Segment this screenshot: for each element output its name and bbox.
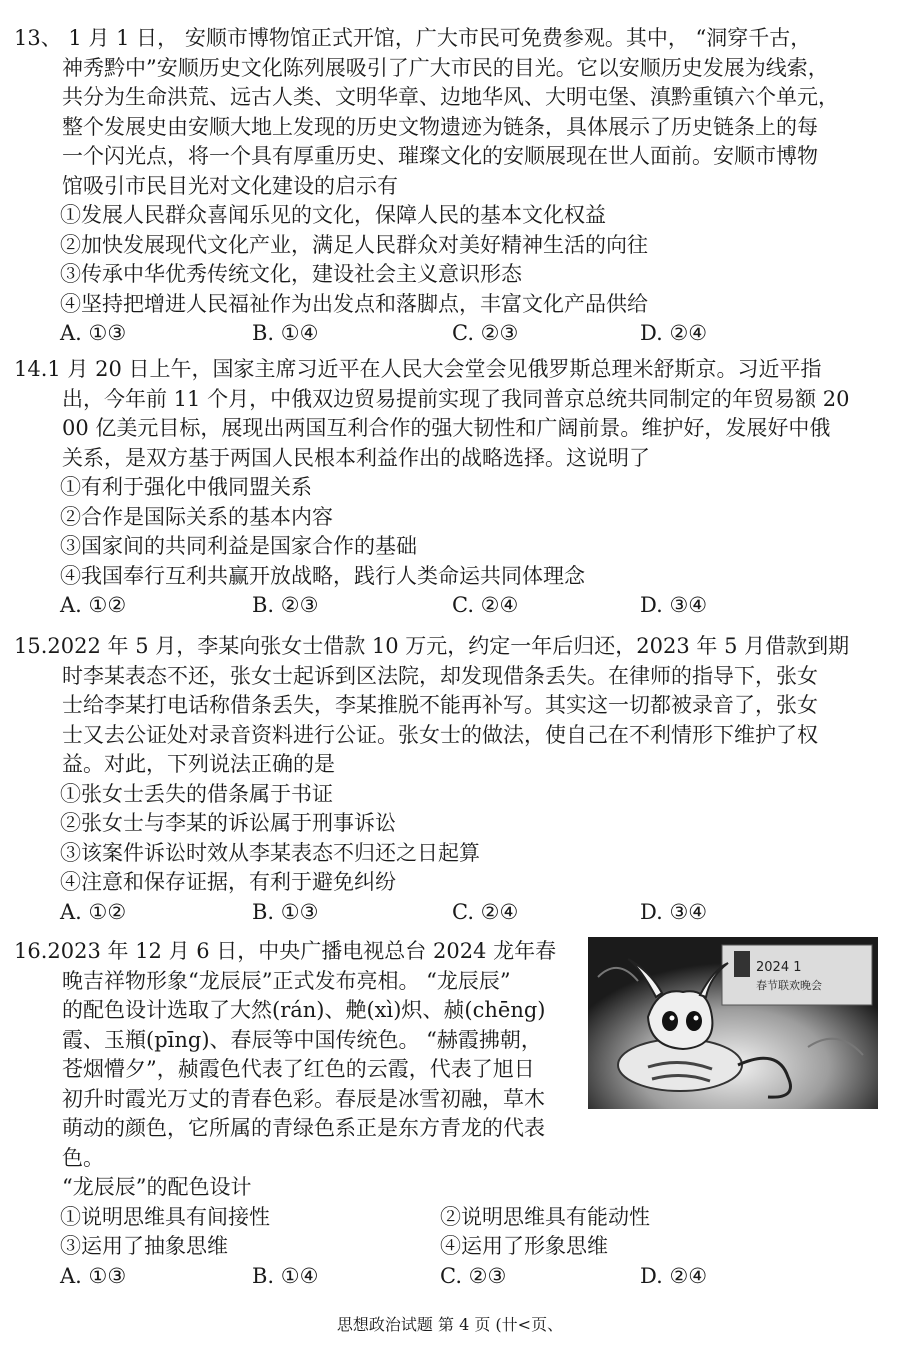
q15-choice-d: D. ③④ <box>640 899 708 924</box>
q14-line-3: 00 亿美元目标，展现出两国互利合作的强大韧性和广阔前景。维护好，发展好中俄 <box>62 416 831 440</box>
q16-line-6: 初升时霞光万丈的青春色彩。春辰是冰雪初融，草木 <box>62 1086 545 1111</box>
q16-option-4: ④运用了形象思维 <box>440 1234 608 1258</box>
q14-choice-d: D. ③④ <box>640 593 708 617</box>
q13-line-5: 一个闪光点，将一个具有厚重历史、璀璨文化的安顺展现在世人面前。安顺市博物 <box>62 144 818 168</box>
q14-line-2: 出，今年前 11 个月，中俄双边贸易提前实现了我同普京总统共同制定的年贸易额 20 <box>62 386 850 411</box>
question-14 <box>14 355 886 621</box>
q15-choice-b: B. ①③ <box>252 899 319 924</box>
q16-choice-a: A. ①③ <box>60 1263 127 1288</box>
q13-line-4: 整个发展史由安顺大地上发现的历史文物遗迹为链条，具体展示了历史链条上的每 <box>62 114 818 139</box>
q14-choice-b: B. ②③ <box>252 593 319 617</box>
q13-line-6: 馆吸引市民目光对文化建设的启示有 <box>62 173 398 198</box>
question-15 <box>14 632 886 927</box>
q15-choices <box>14 898 886 928</box>
q16-options-row-1 <box>14 1203 886 1233</box>
q15-line-1: 15.2022 年 5 月，李某向张女士借款 10 万元，约定一年后归还，2023 年 5 月借款到期 <box>14 634 850 658</box>
q14-choice-c: C. ②④ <box>452 593 519 617</box>
q13-option-4: ④坚持把增进人民福祉作为出发点和落脚点，丰富文化产品供给 <box>60 291 648 316</box>
sign-text-1: 2024 1 <box>756 960 802 975</box>
q16-option-3: ③运用了抽象思维 <box>60 1234 228 1258</box>
q16-line-8: 色。 <box>62 1145 104 1170</box>
q15-choice-a: A. ①② <box>60 899 127 924</box>
q16-option-1: ①说明思维具有间接性 <box>60 1204 270 1229</box>
q13-line-2: 神秀黔中”安顺历史文化陈列展吸引了广大市民的目光。它以安顺历史发展为线索， <box>62 55 829 80</box>
q13-choices <box>14 319 886 349</box>
q15-choice-c: C. ②④ <box>452 899 519 924</box>
q16-line-3: 的配色设计选取了大然(rán)、艴(xì)炽、赪(chēng) <box>62 998 546 1022</box>
q13-choice-a: A. ①③ <box>60 321 127 345</box>
q16-option-2: ②说明思维具有能动性 <box>440 1204 650 1229</box>
page-footer: 思想政治试题 第 4 页 (卄<页、 <box>336 1315 564 1334</box>
q15-line-4: 士又去公证处对录音资料进行公证。张女士的做法，使自己在不利情形下维护了权 <box>62 722 818 747</box>
q13-option-3: ③传承中华优秀传统文化，建设社会主义意识形态 <box>60 262 522 286</box>
q15-option-4: ④注意和保存证据，有利于避免纠纷 <box>60 870 396 894</box>
dragon-mascot-icon <box>588 937 878 1109</box>
mascot-image <box>588 937 878 1109</box>
q15-line-3: 士给李某打电话称借条丢失，李某推脱不能再补写。其实这一切都被录音了，张女 <box>62 693 818 717</box>
q15-line-2: 时李某表态不还，张女士起诉到区法院，却发现借条丢失。在律师的指导下，张女 <box>62 663 818 688</box>
q14-choices <box>14 591 886 621</box>
question-13 <box>14 24 886 349</box>
q16-choice-b: B. ①④ <box>252 1263 319 1288</box>
q14-choice-a: A. ①② <box>60 593 127 617</box>
q16-line-2: 晚吉祥物形象“龙辰辰”正式发布亮相。 “龙辰辰” <box>62 968 511 993</box>
q16-choice-c: C. ②③ <box>440 1263 507 1288</box>
q16-choice-d: D. ②④ <box>640 1263 708 1288</box>
q15-line-5: 益。对此，下列说法正确的是 <box>62 752 335 776</box>
q13-choice-b: B. ①④ <box>252 321 319 345</box>
q16-line-4: 霞、玉頩(pīng)、春辰等中国传统色。 “赫霞拂朝， <box>62 1027 542 1052</box>
q15-option-1: ①张女士丢失的借条属于书证 <box>60 781 333 806</box>
q13-line-1: 13、 1 月 1 日， 安顺市博物馆正式开馆，广大市民可免费参观。其中， “洞穿千古， <box>14 26 812 50</box>
q14-line-1: 14.1 月 20 日上午，国家主席习近平在人民大会堂会见俄罗斯总理米舒斯京。习近平指 <box>14 357 822 381</box>
q16-line-1: 16.2023 年 12 月 6 日，中央广播电视总台 2024 龙年春 <box>14 939 557 963</box>
q13-option-1: ①发展人民群众喜闻乐见的文化，保障人民的基本文化权益 <box>60 203 606 227</box>
q16-choices <box>14 1262 886 1292</box>
q15-option-3: ③该案件诉讼时效从李某表态不归还之日起算 <box>60 840 480 865</box>
q15-option-2: ②张女士与李某的诉讼属于刑事诉讼 <box>60 811 396 835</box>
q14-option-3: ③国家间的共同利益是国家合作的基础 <box>60 534 417 558</box>
q16-prompt: “龙辰辰”的配色设计 <box>62 1175 252 1199</box>
q13-option-2: ②加快发展现代文化产业，满足人民群众对美好精神生活的向往 <box>60 232 648 257</box>
q13-line-3: 共分为生命洪荒、远古人类、文明华章、边地华风、大明屯堡、滇黔重镇六个单元， <box>62 85 839 109</box>
q13-choice-d: D. ②④ <box>640 321 708 345</box>
q14-line-4: 关系，是双方基于两国人民根本利益作出的战略选择。这说明了 <box>62 445 650 470</box>
q16-options-row-2 <box>14 1232 886 1262</box>
sign-text-2: 春节联欢晚会 <box>756 979 822 992</box>
q13-choice-c: C. ②③ <box>452 321 519 345</box>
q14-option-4: ④我国奉行互利共赢开放战略，践行人类命运共同体理念 <box>60 563 585 588</box>
q16-line-7: 萌动的颜色，它所属的青绿色系正是东方青龙的代表 <box>62 1116 545 1140</box>
q14-option-2: ②合作是国际关系的基本内容 <box>60 504 333 529</box>
q14-option-1: ①有利于强化中俄同盟关系 <box>60 475 312 499</box>
q16-line-5: 苍烟懵夕”，赪霞色代表了红色的云霞，代表了旭日 <box>62 1057 535 1081</box>
